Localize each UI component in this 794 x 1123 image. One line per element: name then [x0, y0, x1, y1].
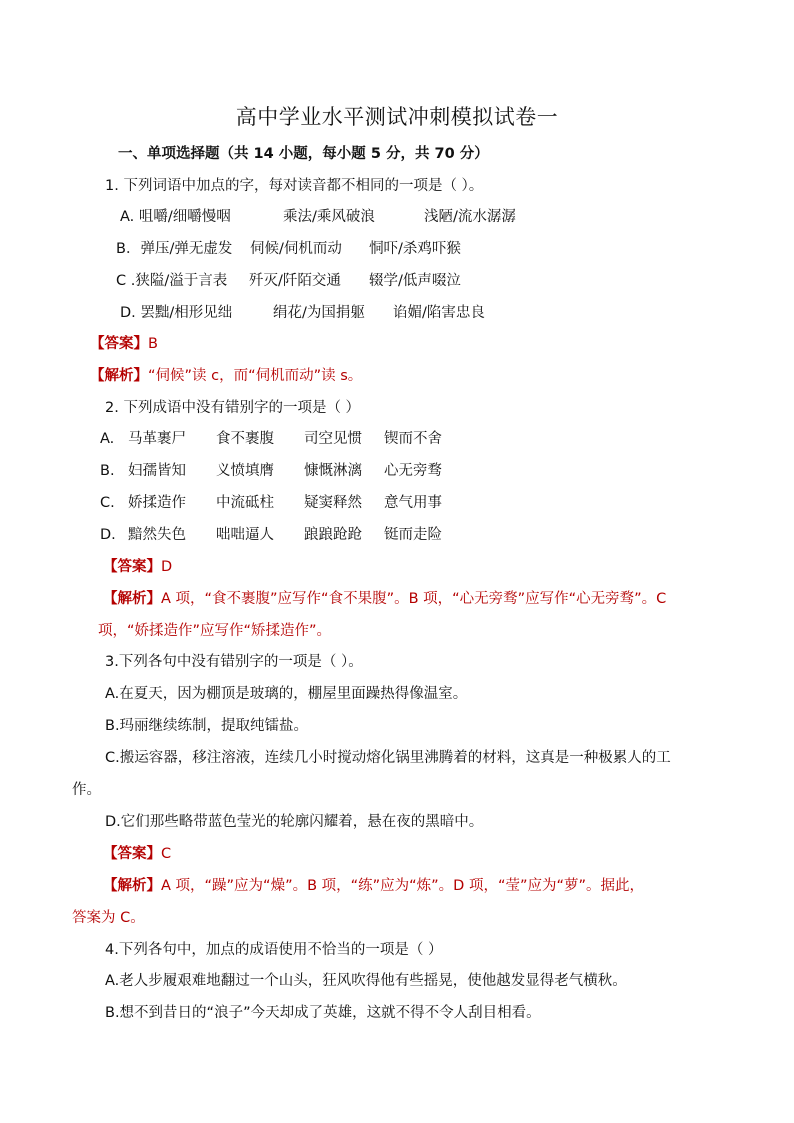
- q3-answer: [103, 843, 171, 865]
- q1-option-d-word3: 谄媚/陷害忠良: [393, 305, 485, 321]
- question-3-stem: 3.下列各句中没有错别字的一项是（ ）。: [105, 654, 363, 670]
- answer-value: C: [161, 846, 172, 862]
- q1-option-a-word1: A. 咀嚼/细嚼慢咽: [120, 209, 231, 225]
- q1-option-b-word2: 伺候/伺机而动: [250, 241, 342, 257]
- q3-analysis-line1: [103, 875, 644, 897]
- q2-option-a-letter: A.: [100, 431, 115, 447]
- q1-option-a-word2: 乘法/乘风破浪: [283, 209, 375, 225]
- q2-option-d-word1: 黯然失色: [128, 527, 186, 543]
- q2-option-b-word4: 心无旁骛: [384, 463, 442, 479]
- q1-answer: [90, 333, 158, 355]
- answer-value: B: [148, 336, 158, 352]
- q1-option-b-word3: 恫吓/杀鸡吓猴: [369, 241, 461, 257]
- q2-option-a-word2: 食不裹腹: [216, 431, 274, 447]
- q3-option-c-cont: 作。: [72, 782, 101, 798]
- q2-option-d-word4: 铤而走险: [384, 527, 442, 543]
- answer-tag: 【答案】: [103, 846, 161, 862]
- analysis-text: A 项，“躁”应为“燥”。B 项，“练”应为“炼”。D 项，“莹”应为“萝”。据此，: [161, 878, 645, 894]
- q2-option-b-word3: 慷慨淋漓: [304, 463, 362, 479]
- q1-option-c-word3: 辍学/低声啜泣: [369, 273, 461, 289]
- q1-option-c-word1: C .狭隘/溢于言表: [116, 273, 228, 289]
- question-2-stem: 2. 下列成语中没有错别字的一项是（ ）: [105, 400, 361, 416]
- q2-option-b-word1: 妇孺皆知: [128, 463, 186, 479]
- q1-option-a-word3: 浅陋/流水潺潺: [424, 209, 516, 225]
- q2-answer: [103, 556, 172, 578]
- analysis-tag: 【解析】: [103, 878, 161, 894]
- q4-option-a: A.老人步履艰难地翻过一个山头，狂风吹得他有些摇晃，使他越发显得老气横秋。: [105, 973, 627, 989]
- q4-option-b: B.想不到昔日的“浪子”今天却成了英雄，这就不得不令人刮目相看。: [105, 1005, 541, 1021]
- q2-option-c-letter: C.: [100, 495, 115, 511]
- q2-option-c-word1: 娇揉造作: [128, 495, 186, 511]
- answer-tag: 【答案】: [103, 559, 161, 575]
- q3-option-a: A.在夏天，因为棚顶是玻璃的，棚屋里面躁热得像温室。: [105, 686, 468, 702]
- q1-option-b-word1: B．弹压/弹无虚发: [116, 241, 233, 257]
- q3-analysis-line2: 答案为 C。: [72, 910, 145, 926]
- q1-option-d-word1: D. 罢黜/相形见绌: [120, 305, 233, 321]
- q3-option-b: B.玛丽继续练制，提取纯镭盐。: [105, 718, 309, 734]
- q2-option-a-word1: 马革裹尸: [128, 431, 186, 447]
- q1-option-d-word2: 绢花/为国捐躯: [273, 305, 365, 321]
- answer-tag: 【答案】: [90, 336, 148, 352]
- question-4-stem: 4.下列各句中，加点的成语使用不恰当的一项是（ ）: [105, 942, 443, 958]
- q2-analysis-line1: [103, 588, 666, 610]
- q2-option-c-word2: 中流砥柱: [216, 495, 274, 511]
- q2-option-a-word4: 锲而不舍: [384, 431, 442, 447]
- q2-option-b-letter: B.: [100, 463, 115, 479]
- analysis-text: A 项，“食不裹腹”应写作“食不果腹”。B 项，“心无旁骛”应写作“心无旁骛”。C: [161, 591, 667, 607]
- q3-option-d: D.它们那些略带蓝色莹光的轮廓闪耀着，悬在夜的黑暗中。: [105, 814, 484, 830]
- q2-option-a-word3: 司空见惯: [304, 431, 362, 447]
- question-1-stem: 1. 下列词语中加点的字，每对读音都不相同的一项是（ ）。: [105, 178, 484, 194]
- q2-option-d-word3: 踉踉跄跄: [304, 527, 362, 543]
- answer-value: D: [161, 559, 173, 575]
- analysis-tag: 【解析】: [103, 591, 161, 607]
- q1-analysis: [90, 365, 362, 387]
- q2-option-b-word2: 义愤填膺: [216, 463, 274, 479]
- q2-option-d-letter: D.: [100, 527, 116, 543]
- q1-option-c-word2: 歼灭/阡陌交通: [249, 273, 341, 289]
- q2-analysis-line2: 项，“娇揉造作”应写作“矫揉造作”。: [98, 623, 332, 639]
- analysis-text: “伺候”读 c，而“伺机而动”读 s。: [148, 368, 363, 384]
- q2-option-c-word4: 意气用事: [384, 495, 442, 511]
- analysis-tag: 【解析】: [90, 368, 148, 384]
- q3-option-c: C.搬运容器，移注溶液，连续几小时搅动熔化锅里沸腾着的材料，这真是一种极累人的工: [105, 750, 671, 766]
- page-title: 高中学业水平测试冲刺模拟试卷一: [235, 105, 559, 129]
- q2-option-d-word2: 咄咄逼人: [216, 527, 274, 543]
- q2-option-c-word3: 疑窦释然: [304, 495, 362, 511]
- section-heading: 一、单项选择题（共 14 小题，每小题 5 分，共 70 分）: [118, 146, 489, 162]
